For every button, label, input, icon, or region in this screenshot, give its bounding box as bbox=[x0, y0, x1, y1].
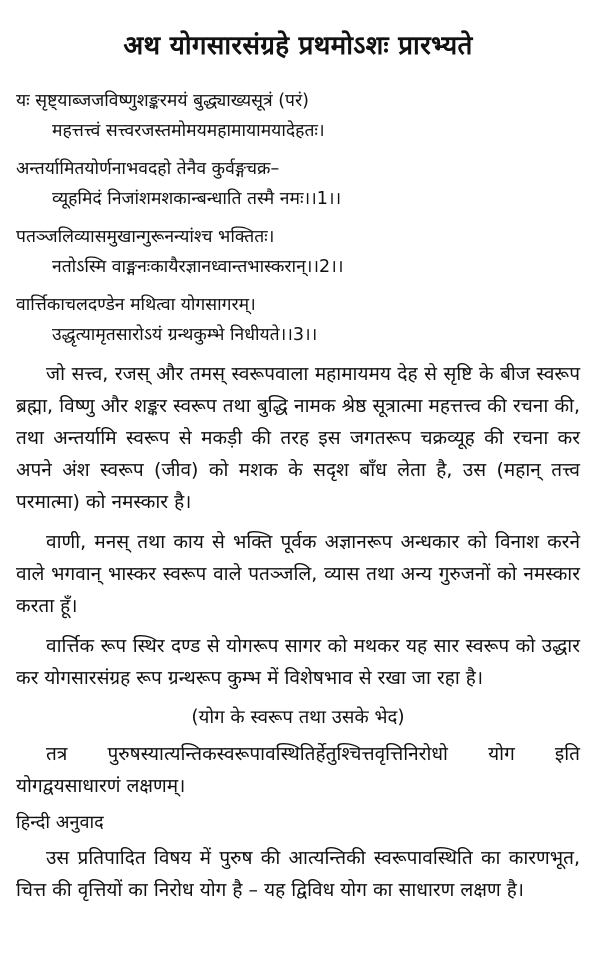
verse-line: यः सृष्ट्याब्जजविष्णुशङ्करमयं बुद्ध्याख्यसूत्रं (परं) bbox=[16, 91, 309, 111]
section-subheading: (योग के स्वरूप तथा उसके भेद) bbox=[191, 707, 405, 728]
verse-line: व्यूहमिदं निजांशमशकान्बन्धाति तस्मै नमः।।1।। bbox=[52, 189, 342, 209]
hindi-translation-label: हिन्दी अनुवाद bbox=[16, 812, 104, 833]
verse-4 bbox=[16, 290, 580, 350]
verse-line: नतोऽस्मि वाङ्मनःकायैरज्ञानध्वान्तभास्करान्।।2।। bbox=[52, 257, 344, 277]
sutra-text: तत्र पुरुषस्यात्यन्तिकस्वरूपावस्थितिर्हेतुश्चित्तवृत्तिनिरोधो योग इति योगद्वयसाधारणं लक्षणम्। bbox=[16, 743, 580, 797]
paragraph-translation: उस प्रतिपादित विषय में पुरुष की आत्यन्तिकी स्वरूपावस्थिति का कारणभूत, चित्त की वृत्तियों का निरोध योग है – यह द्विविध योग का साधारण लक्षण है। bbox=[16, 847, 580, 901]
paragraph-commentary-1: जो सत्त्व, रजस् और तमस् स्वरूपवाला महामायमय देह से सृष्टि के बीज स्वरूप ब्रह्मा, विष्णु और शङ्कर स्वरूप तथा बुद्धि नामक श्रेष्ठ सूत्रात्मा महत्तत्त्व की रचना की, तथा अन्तर्यामि स्वरूप से मकड़ी की तरह इस जगतरूप चक्रव्यूह की रचना कर अपने अंश स्वरूप (जीव) को मशक के सदृश बाँध लेता है, उस (महान् तत्त्व परमात्मा) को नमस्कार है। bbox=[16, 363, 580, 513]
verse-1 bbox=[16, 86, 580, 146]
verse-line: महत्तत्त्वं सत्त्वरजस्तमोमयमहामायामयादेहतः। bbox=[52, 121, 325, 141]
verse-line: उद्धृत्यामृतसारोऽयं ग्रन्थकुम्भे निधीयते।।3।। bbox=[52, 325, 318, 345]
verse-line: पतञ्जलिव्यासमुखान्गुरूनन्यांश्च भक्तितः। bbox=[16, 227, 275, 247]
verse-line: अन्तर्यामितयोर्णनाभवदहो तेनैव कुर्वङ्गचक्र– bbox=[16, 159, 280, 179]
verse-line: वार्त्तिकाचलदण्डेन मथित्वा योगसागरम्। bbox=[16, 295, 256, 315]
paragraph-commentary-2: वाणी, मनस् तथा काय से भक्ति पूर्वक अज्ञानरूप अन्धकार को विनाश करने वाले भगवान् भास्कर स्वरूप वाले पतञ्जलि, व्यास तथा अन्य गुरुजनों को नमस्कार करता हूँ। bbox=[16, 531, 580, 617]
paragraph-commentary-3: वार्त्तिक रूप स्थिर दण्ड से योगरूप सागर को मथकर यह सार स्वरूप को उद्धार कर योगसारसंग्रह रूप ग्रन्थरूप कुम्भ में विशेषभाव से रखा जा रहा है। bbox=[16, 635, 580, 689]
verse-3 bbox=[16, 222, 580, 282]
verse-2 bbox=[16, 154, 580, 214]
page-title: अथ योगसारसंग्रहे प्रथमोऽशः प्रारभ्यते bbox=[123, 31, 473, 61]
